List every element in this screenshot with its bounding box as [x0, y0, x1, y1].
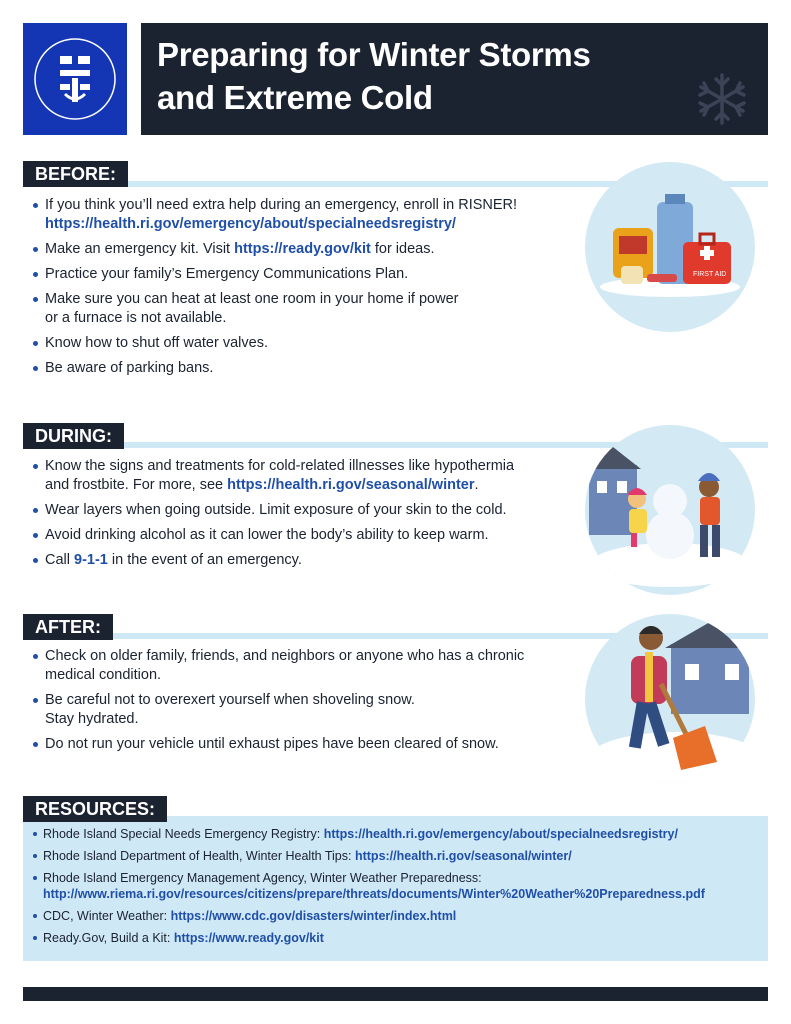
- item-text: and frostbite. For more, see: [45, 477, 228, 493]
- emergency-kit-illustration: [585, 162, 755, 332]
- list-item: [32, 196, 547, 234]
- resource-label: Rhode Island Department of Health, Winter Health Tips:: [43, 849, 355, 863]
- item-text: Know the signs and treatments for cold-related illnesses like hypothermia: [45, 458, 515, 474]
- resource-item: [32, 826, 762, 842]
- resource-link[interactable]: http://www.riema.ri.gov/resources/citizens/prepare/threats/documents/Winter%20Weather%20Preparedness.pdf: [43, 887, 705, 901]
- title-banner: [141, 23, 768, 135]
- resource-item: [32, 848, 762, 864]
- ready-gov-kit-link[interactable]: https://ready.gov/kit: [234, 241, 371, 257]
- resource-link[interactable]: https://www.ready.gov/kit: [173, 931, 324, 945]
- list-item: Do not run your vehicle until exhaust pipes have been cleared of snow.: [32, 735, 562, 754]
- resource-link[interactable]: https://www.cdc.gov/disasters/winter/index.html: [170, 909, 457, 923]
- item-text: If you think you’ll need extra help during an emergency, enroll in RISNER!: [45, 197, 518, 213]
- list-item: Know how to shut off water valves.: [32, 334, 547, 353]
- emergency-number-link[interactable]: 9-1-1: [74, 552, 108, 568]
- resource-label: Rhode Island Emergency Management Agency, Winter Weather Preparedness:: [43, 871, 482, 885]
- risner-link[interactable]: https://health.ri.gov/emergency/about/specialneedsregistry/: [45, 216, 456, 232]
- list-item: [32, 240, 547, 259]
- resource-label: CDC, Winter Weather:: [43, 909, 171, 923]
- item-text: Call: [45, 552, 75, 568]
- item-text: .: [474, 477, 479, 493]
- first-aid-label: FIRST AID: [693, 271, 727, 278]
- list-item: [32, 691, 562, 729]
- list-item: [32, 551, 562, 570]
- resource-link[interactable]: https://health.ri.gov/emergency/about/specialneedsregistry/: [323, 827, 678, 841]
- resource-label: Ready.Gov, Build a Kit:: [43, 931, 174, 945]
- ri-health-seal-icon: [30, 34, 120, 124]
- list-item: Be aware of parking bans.: [32, 359, 547, 378]
- resources-heading: RESOURCES:: [23, 796, 167, 822]
- list-item: Practice your family’s Emergency Communications Plan.: [32, 265, 547, 284]
- resource-label: Rhode Island Special Needs Emergency Registry:: [43, 827, 324, 841]
- resources-panel: [23, 816, 768, 961]
- item-text: Make an emergency kit. Visit: [45, 241, 235, 257]
- ri-health-logo: [23, 23, 127, 135]
- item-text: Be careful not to overexert yourself when shoveling snow.: [45, 692, 415, 708]
- snowflake-icon: [694, 71, 750, 127]
- item-text: or a furnace is not available.: [45, 310, 227, 326]
- resource-item: [32, 908, 762, 924]
- page-title: [157, 33, 697, 119]
- title-line-1: Preparing for Winter Storms: [157, 36, 591, 73]
- resource-link[interactable]: https://health.ri.gov/seasonal/winter/: [354, 849, 572, 863]
- footer-bar: [23, 987, 768, 1001]
- after-heading: AFTER:: [23, 614, 113, 640]
- list-item: Wear layers when going outside. Limit exposure of your skin to the cold.: [32, 501, 562, 520]
- during-heading: DURING:: [23, 423, 124, 449]
- winter-health-link[interactable]: https://health.ri.gov/seasonal/winter: [227, 477, 475, 493]
- resources-list: [32, 826, 762, 952]
- children-snowman-illustration: [585, 425, 755, 595]
- list-item: Avoid drinking alcohol as it can lower the body’s ability to keep warm.: [32, 526, 562, 545]
- man-shoveling-illustration: [585, 614, 755, 784]
- before-heading: BEFORE:: [23, 161, 128, 187]
- item-text: medical condition.: [45, 667, 162, 683]
- item-text: Check on older family, friends, and neighbors or anyone who has a chronic: [45, 648, 525, 664]
- before-list: [32, 196, 547, 384]
- list-item: [32, 457, 562, 495]
- after-list: [32, 647, 562, 760]
- item-text: Stay hydrated.: [45, 711, 139, 727]
- list-item: [32, 647, 562, 685]
- during-list: [32, 457, 562, 576]
- item-text: Make sure you can heat at least one room in your home if power: [45, 291, 459, 307]
- resource-item: [32, 930, 762, 946]
- title-line-2: and Extreme Cold: [157, 79, 433, 116]
- item-text: for ideas.: [370, 241, 435, 257]
- resource-item: [32, 870, 762, 902]
- list-item: [32, 290, 547, 328]
- item-text: in the event of an emergency.: [107, 552, 302, 568]
